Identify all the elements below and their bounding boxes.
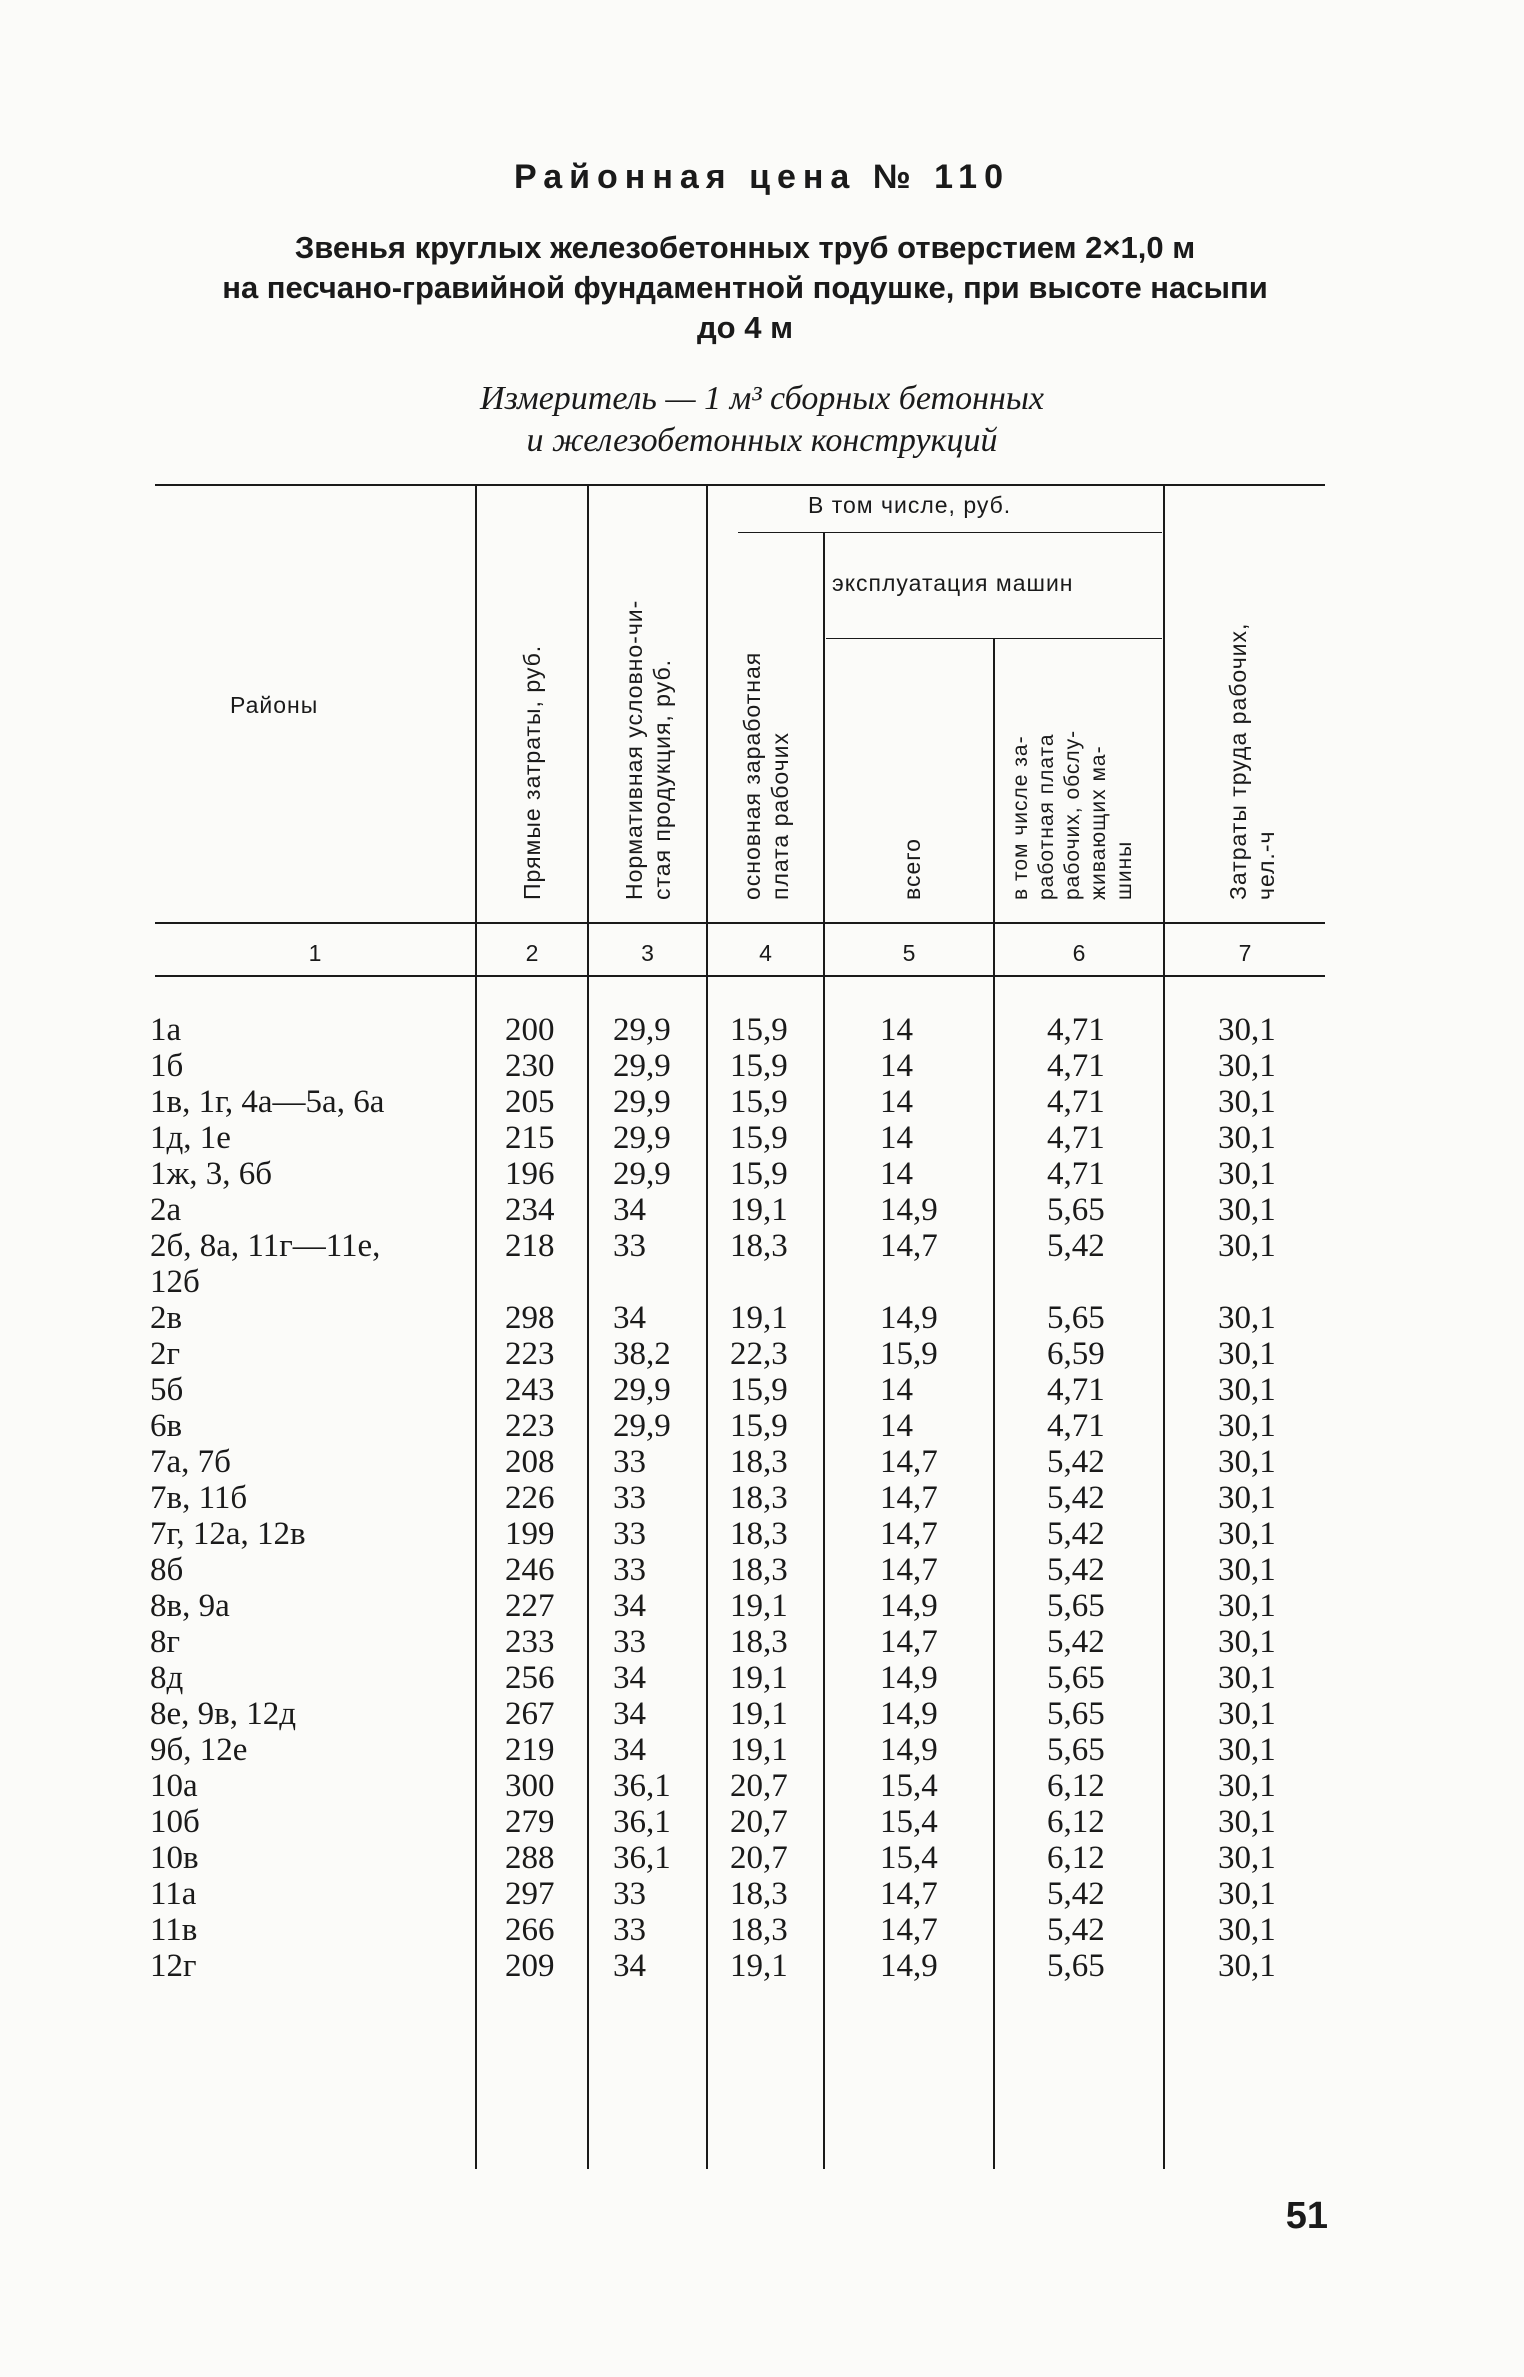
measure-line-2: и железобетонных конструкций — [526, 422, 998, 459]
cell-machine-wage: 5,65 — [1047, 1732, 1105, 1768]
cell-district: 7в, 11б — [150, 1480, 248, 1516]
cell-normative-product: 34 — [613, 1732, 646, 1768]
cell-district: 1в, 1г, 4а—5а, 6а — [150, 1084, 385, 1120]
cell-machine-wage: 5,65 — [1047, 1696, 1105, 1732]
cell-base-wage: 18,3 — [730, 1228, 788, 1264]
cell-district: 12б — [150, 1264, 200, 1300]
header-including-group: В том числе, руб. — [808, 492, 1012, 518]
cell-labor-costs: 30,1 — [1218, 1624, 1276, 1660]
cell-base-wage: 19,1 — [730, 1192, 788, 1228]
cell-normative-product: 34 — [613, 1948, 646, 1984]
cell-labor-costs: 30,1 — [1218, 1552, 1276, 1588]
cell-direct-costs: 230 — [505, 1048, 555, 1084]
column-number-rule — [155, 975, 1325, 977]
cell-district: 11а — [150, 1876, 197, 1912]
cell-labor-costs: 30,1 — [1218, 1372, 1276, 1408]
cell-machine-wage: 5,65 — [1047, 1660, 1105, 1696]
cell-base-wage: 22,3 — [730, 1336, 788, 1372]
table-row — [0, 1804, 1524, 1840]
cell-machines-total: 14,9 — [880, 1660, 938, 1696]
cell-normative-product: 33 — [613, 1444, 646, 1480]
cell-normative-product: 33 — [613, 1552, 646, 1588]
cell-direct-costs: 300 — [505, 1768, 555, 1804]
cell-labor-costs: 30,1 — [1218, 1588, 1276, 1624]
cell-labor-costs: 30,1 — [1218, 1048, 1276, 1084]
table-row — [0, 1300, 1524, 1336]
cell-district: 5б — [150, 1372, 184, 1408]
cell-machines-total: 14 — [880, 1084, 913, 1120]
cell-labor-costs: 30,1 — [1218, 1228, 1276, 1264]
cell-labor-costs: 30,1 — [1218, 1120, 1276, 1156]
cell-base-wage: 15,9 — [730, 1408, 788, 1444]
cell-direct-costs: 234 — [505, 1192, 555, 1228]
cell-district: 10в — [150, 1840, 199, 1876]
table-row — [0, 1480, 1524, 1516]
subtitle-line-1: Звенья круглых железобетонных труб отверстием 2×1,0 м — [294, 230, 1196, 265]
cell-normative-product: 29,9 — [613, 1048, 671, 1084]
cell-machine-wage: 5,42 — [1047, 1228, 1105, 1264]
cell-machines-total: 14,9 — [880, 1948, 938, 1984]
cell-district: 1б — [150, 1048, 184, 1084]
cell-labor-costs: 30,1 — [1218, 1732, 1276, 1768]
cell-direct-costs: 219 — [505, 1732, 555, 1768]
table-row — [0, 1012, 1524, 1048]
cell-direct-costs: 223 — [505, 1408, 555, 1444]
cell-direct-costs: 215 — [505, 1120, 555, 1156]
cell-base-wage: 18,3 — [730, 1516, 788, 1552]
cell-machine-wage: 6,12 — [1047, 1840, 1105, 1876]
cell-direct-costs: 199 — [505, 1516, 555, 1552]
cell-machine-wage: 4,71 — [1047, 1084, 1105, 1120]
cell-machines-total: 14,7 — [880, 1624, 938, 1660]
table-row — [0, 1084, 1524, 1120]
cell-direct-costs: 196 — [505, 1156, 555, 1192]
cell-machine-wage: 5,42 — [1047, 1480, 1105, 1516]
cell-machine-wage: 6,59 — [1047, 1336, 1105, 1372]
cell-machines-total: 14,7 — [880, 1516, 938, 1552]
cell-machines-total: 15,4 — [880, 1804, 938, 1840]
cell-normative-product: 34 — [613, 1588, 646, 1624]
header-base-wage: основная заработная плата рабочих — [739, 651, 793, 900]
table-row — [0, 1444, 1524, 1480]
cell-machine-wage: 5,42 — [1047, 1516, 1105, 1552]
cell-direct-costs: 205 — [505, 1084, 555, 1120]
cell-base-wage: 18,3 — [730, 1444, 788, 1480]
cell-labor-costs: 30,1 — [1218, 1912, 1276, 1948]
cell-district: 7а, 7б — [150, 1444, 231, 1480]
table-top-rule — [155, 484, 1325, 486]
cell-machine-wage: 6,12 — [1047, 1768, 1105, 1804]
cell-normative-product: 29,9 — [613, 1120, 671, 1156]
cell-normative-product: 29,9 — [613, 1156, 671, 1192]
cell-normative-product: 34 — [613, 1300, 646, 1336]
subtitle — [150, 228, 1340, 348]
cell-district: 1ж, 3, 6б — [150, 1156, 273, 1192]
table-row — [0, 1516, 1524, 1552]
table-row — [0, 1120, 1524, 1156]
cell-direct-costs: 200 — [505, 1012, 555, 1048]
cell-labor-costs: 30,1 — [1218, 1192, 1276, 1228]
cell-base-wage: 20,7 — [730, 1804, 788, 1840]
cell-labor-costs: 30,1 — [1218, 1480, 1276, 1516]
table-row — [0, 1336, 1524, 1372]
subtitle-line-2: на песчано-гравийной фундаментной подушке, при высоте насыпи — [222, 270, 1268, 305]
cell-district: 9б, 12е — [150, 1732, 248, 1768]
cell-normative-product: 29,9 — [613, 1084, 671, 1120]
column-number-3: 3 — [641, 940, 654, 966]
table-row — [0, 1264, 1524, 1300]
table-row — [0, 1228, 1524, 1264]
table-row — [0, 1048, 1524, 1084]
cell-machine-wage: 4,71 — [1047, 1408, 1105, 1444]
cell-direct-costs: 266 — [505, 1912, 555, 1948]
cell-normative-product: 38,2 — [613, 1336, 671, 1372]
table-row — [0, 1624, 1524, 1660]
cell-base-wage: 18,3 — [730, 1912, 788, 1948]
header-machines-total: всего — [899, 838, 925, 900]
cell-labor-costs: 30,1 — [1218, 1444, 1276, 1480]
cell-machine-wage: 4,71 — [1047, 1048, 1105, 1084]
cell-direct-costs: 208 — [505, 1444, 555, 1480]
table-row — [0, 1912, 1524, 1948]
cell-base-wage: 15,9 — [730, 1120, 788, 1156]
cell-labor-costs: 30,1 — [1218, 1840, 1276, 1876]
cell-labor-costs: 30,1 — [1218, 1696, 1276, 1732]
cell-direct-costs: 218 — [505, 1228, 555, 1264]
cell-labor-costs: 30,1 — [1218, 1804, 1276, 1840]
cell-base-wage: 19,1 — [730, 1300, 788, 1336]
cell-labor-costs: 30,1 — [1218, 1876, 1276, 1912]
table-row — [0, 1840, 1524, 1876]
cell-district: 12г — [150, 1948, 197, 1984]
cell-base-wage: 15,9 — [730, 1372, 788, 1408]
cell-direct-costs: 297 — [505, 1876, 555, 1912]
cell-base-wage: 18,3 — [730, 1876, 788, 1912]
cell-labor-costs: 30,1 — [1218, 1084, 1276, 1120]
cell-district: 6в — [150, 1408, 183, 1444]
cell-district: 2в — [150, 1300, 183, 1336]
cell-base-wage: 15,9 — [730, 1084, 788, 1120]
table-row — [0, 1156, 1524, 1192]
cell-direct-costs: 243 — [505, 1372, 555, 1408]
cell-machine-wage: 5,65 — [1047, 1948, 1105, 1984]
cell-normative-product: 34 — [613, 1660, 646, 1696]
cell-machine-wage: 5,65 — [1047, 1588, 1105, 1624]
cell-machine-wage: 5,42 — [1047, 1552, 1105, 1588]
table-row — [0, 1876, 1524, 1912]
table-row — [0, 1660, 1524, 1696]
cell-normative-product: 33 — [613, 1876, 646, 1912]
cell-normative-product: 36,1 — [613, 1768, 671, 1804]
cell-labor-costs: 30,1 — [1218, 1300, 1276, 1336]
cell-labor-costs: 30,1 — [1218, 1012, 1276, 1048]
cell-machines-total: 14,9 — [880, 1588, 938, 1624]
cell-direct-costs: 279 — [505, 1804, 555, 1840]
cell-machines-total: 14,7 — [880, 1552, 938, 1588]
cell-district: 8в, 9а — [150, 1588, 230, 1624]
table-row — [0, 1372, 1524, 1408]
cell-direct-costs: 233 — [505, 1624, 555, 1660]
table-row — [0, 1732, 1524, 1768]
cell-direct-costs: 223 — [505, 1336, 555, 1372]
cell-direct-costs: 288 — [505, 1840, 555, 1876]
cell-direct-costs: 298 — [505, 1300, 555, 1336]
cell-base-wage: 18,3 — [730, 1552, 788, 1588]
cell-machine-wage: 5,42 — [1047, 1912, 1105, 1948]
group-header-rule — [738, 532, 1162, 533]
cell-base-wage: 18,3 — [730, 1480, 788, 1516]
cell-district: 10а — [150, 1768, 198, 1804]
cell-normative-product: 29,9 — [613, 1408, 671, 1444]
cell-direct-costs: 209 — [505, 1948, 555, 1984]
cell-direct-costs: 256 — [505, 1660, 555, 1696]
header-direct-costs: Прямые затраты, руб. — [519, 644, 545, 900]
cell-machines-total: 14,9 — [880, 1300, 938, 1336]
cell-district: 7г, 12а, 12в — [150, 1516, 306, 1552]
cell-labor-costs: 30,1 — [1218, 1948, 1276, 1984]
cell-machine-wage: 4,71 — [1047, 1012, 1105, 1048]
cell-base-wage: 19,1 — [730, 1660, 788, 1696]
cell-district: 1д, 1е — [150, 1120, 231, 1156]
cell-machines-total: 14,7 — [880, 1480, 938, 1516]
cell-direct-costs: 267 — [505, 1696, 555, 1732]
cell-base-wage: 20,7 — [730, 1840, 788, 1876]
cell-normative-product: 33 — [613, 1480, 646, 1516]
column-number-2: 2 — [525, 940, 539, 966]
cell-machines-total: 14,7 — [880, 1876, 938, 1912]
cell-normative-product: 36,1 — [613, 1840, 671, 1876]
cell-machines-total: 14,7 — [880, 1444, 938, 1480]
cell-machines-total: 14,9 — [880, 1696, 938, 1732]
cell-machine-wage: 5,65 — [1047, 1192, 1105, 1228]
cell-machine-wage: 4,71 — [1047, 1156, 1105, 1192]
header-bottom-rule — [155, 922, 1325, 924]
cell-normative-product: 34 — [613, 1696, 646, 1732]
cell-machines-total: 14 — [880, 1012, 913, 1048]
cell-direct-costs: 226 — [505, 1480, 555, 1516]
cell-district: 2а — [150, 1192, 182, 1228]
cell-labor-costs: 30,1 — [1218, 1768, 1276, 1804]
cell-normative-product: 33 — [613, 1624, 646, 1660]
column-number-1: 1 — [308, 940, 322, 966]
cell-labor-costs: 30,1 — [1218, 1408, 1276, 1444]
cell-machine-wage: 5,42 — [1047, 1624, 1105, 1660]
cell-machines-total: 14,7 — [880, 1228, 938, 1264]
column-number-4: 4 — [759, 940, 772, 966]
measure-line-1: Измеритель — 1 м³ сборных бетонных — [480, 380, 1044, 417]
cell-machines-total: 14,7 — [880, 1912, 938, 1948]
cell-normative-product: 36,1 — [613, 1804, 671, 1840]
header-machine-wage: в том числе за- работная плата рабочих, обслу- живающих ма- шины — [1009, 729, 1136, 900]
table-row — [0, 1696, 1524, 1732]
cell-labor-costs: 30,1 — [1218, 1156, 1276, 1192]
cell-machine-wage: 5,42 — [1047, 1876, 1105, 1912]
cell-direct-costs: 227 — [505, 1588, 555, 1624]
cell-machines-total: 14,9 — [880, 1732, 938, 1768]
table-row — [0, 1192, 1524, 1228]
cell-direct-costs: 246 — [505, 1552, 555, 1588]
cell-district: 8д — [150, 1660, 184, 1696]
cell-labor-costs: 30,1 — [1218, 1660, 1276, 1696]
cell-district: 8е, 9в, 12д — [150, 1696, 297, 1732]
page-title: Районная цена № 110 — [514, 158, 1010, 196]
cell-machines-total: 15,9 — [880, 1336, 938, 1372]
cell-district: 10б — [150, 1804, 200, 1840]
cell-district: 8г — [150, 1624, 181, 1660]
cell-normative-product: 33 — [613, 1228, 646, 1264]
cell-normative-product: 29,9 — [613, 1012, 671, 1048]
cell-base-wage: 18,3 — [730, 1624, 788, 1660]
cell-machines-total: 14 — [880, 1048, 913, 1084]
table-row — [0, 1588, 1524, 1624]
cell-normative-product: 33 — [613, 1516, 646, 1552]
cell-base-wage: 19,1 — [730, 1696, 788, 1732]
column-number-7: 7 — [1238, 940, 1252, 966]
column-number-5: 5 — [902, 940, 916, 966]
cell-district: 8б — [150, 1552, 184, 1588]
table-row — [0, 1768, 1524, 1804]
cell-base-wage: 20,7 — [730, 1768, 788, 1804]
page-number: 51 — [1285, 2195, 1328, 2237]
cell-normative-product: 29,9 — [613, 1372, 671, 1408]
cell-machine-wage: 5,42 — [1047, 1444, 1105, 1480]
cell-district: 1а — [150, 1012, 182, 1048]
cell-machines-total: 14 — [880, 1120, 913, 1156]
cell-district: 11в — [150, 1912, 198, 1948]
subtitle-line-3: до 4 м — [696, 310, 793, 345]
cell-machine-wage: 6,12 — [1047, 1804, 1105, 1840]
table-row — [0, 1408, 1524, 1444]
cell-machines-total: 15,4 — [880, 1768, 938, 1804]
cell-machines-total: 14,9 — [880, 1192, 938, 1228]
cell-district: 2г — [150, 1336, 181, 1372]
cell-base-wage: 15,9 — [730, 1156, 788, 1192]
cell-base-wage: 15,9 — [730, 1048, 788, 1084]
cell-machines-total: 14 — [880, 1408, 913, 1444]
header-machine-operation: эксплуатация машин — [832, 570, 1074, 596]
column-number-6: 6 — [1072, 940, 1086, 966]
cell-district: 2б, 8а, 11г—11е, — [150, 1228, 381, 1264]
cell-machines-total: 15,4 — [880, 1840, 938, 1876]
cell-machine-wage: 4,71 — [1047, 1372, 1105, 1408]
header-normative-product: Нормативная условно-чи- стая продукция, руб. — [621, 599, 675, 900]
cell-normative-product: 33 — [613, 1912, 646, 1948]
header-labor-costs: Затраты труда рабочих, чел.-ч — [1225, 622, 1279, 900]
cell-labor-costs: 30,1 — [1218, 1516, 1276, 1552]
cell-machines-total: 14 — [880, 1156, 913, 1192]
cell-labor-costs: 30,1 — [1218, 1336, 1276, 1372]
cell-base-wage: 15,9 — [730, 1012, 788, 1048]
header-districts: Районы — [230, 692, 319, 718]
table-row — [0, 1552, 1524, 1588]
table-row — [0, 1948, 1524, 1984]
cell-base-wage: 19,1 — [730, 1588, 788, 1624]
measure-unit — [0, 378, 1524, 462]
cell-machine-wage: 4,71 — [1047, 1120, 1105, 1156]
cell-machine-wage: 5,65 — [1047, 1300, 1105, 1336]
cell-base-wage: 19,1 — [730, 1948, 788, 1984]
cell-normative-product: 34 — [613, 1192, 646, 1228]
cell-machines-total: 14 — [880, 1372, 913, 1408]
cell-base-wage: 19,1 — [730, 1732, 788, 1768]
